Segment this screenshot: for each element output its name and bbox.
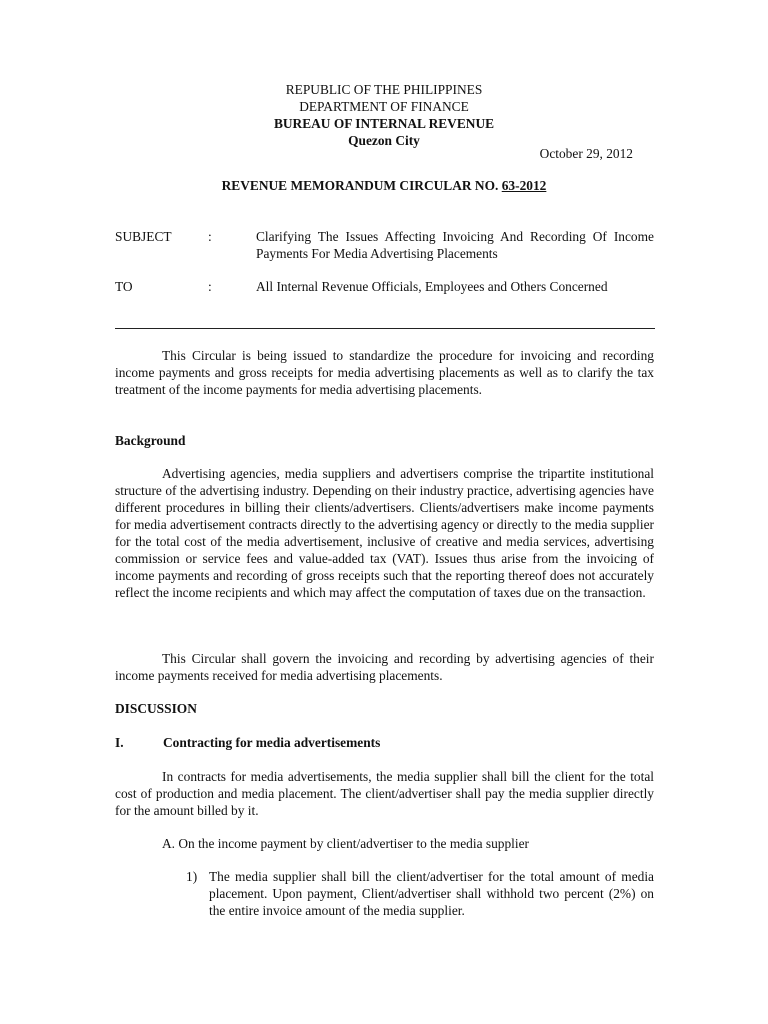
background-paragraph-1: Advertising agencies, media suppliers and advertisers comprise the tripartite institutional structure of the advertising industry. Depending on their industry practice, advertising agencies have different procedures in billing their clients/advertisers. Clients/advertisers make income payments for media advertisement contracts directly to the advertising agency or directly to the media supplier for the total cost of the media advertisement, inclusive of creative and media services, advertising commission or service fees and value-added tax (VAT). Issues thus arise from the invoicing of income payments and recording of gross receipts such that the reporting thereof does not accurately reflect the income recipients and which may affect the computation of taxes due on the transaction. [115, 466, 654, 600]
background-paragraph-2: This Circular shall govern the invoicing and recording by advertising agencies of their income payments received for media advertising placements. [115, 651, 654, 683]
section-title: Contracting for media advertisements [163, 735, 381, 750]
background-heading: Background [115, 433, 186, 448]
letterhead [0, 81, 768, 149]
list-item-number: 1) [186, 869, 198, 884]
to-text: All Internal Revenue Officials, Employees and Others Concerned [256, 279, 608, 294]
to-label: TO [115, 279, 133, 294]
memo-title-prefix: REVENUE MEMORANDUM CIRCULAR NO. [221, 178, 502, 193]
memo-number: 63-2012 [501, 178, 547, 193]
subsection-a: A. On the income payment by client/advertiser to the media supplier [162, 836, 530, 851]
subject-colon: : [208, 229, 212, 244]
section-number: I. [115, 735, 124, 750]
discussion-heading: DISCUSSION [115, 701, 197, 716]
list-item-text: The media supplier shall bill the client/advertiser for the total amount of media placement. Upon payment, Client/advertiser shall withhold two percent (2%) on the entire invoice amount of the media supplier. [209, 869, 654, 918]
subject-label: SUBJECT [115, 229, 172, 244]
document-date: October 29, 2012 [539, 146, 633, 161]
letterhead-republic: REPUBLIC OF THE PHILIPPINES [285, 82, 483, 97]
letterhead-city: Quezon City [348, 133, 420, 148]
to-colon: : [208, 279, 212, 294]
subject-text: Clarifying The Issues Affecting Invoicing And Recording Of Income Payments For Media Advertising Placements [256, 229, 654, 261]
header-divider [115, 328, 655, 329]
memo-title [0, 177, 768, 194]
letterhead-bureau: BUREAU OF INTERNAL REVENUE [273, 116, 495, 131]
intro-paragraph: This Circular is being issued to standardize the procedure for invoicing and recording income payments and gross receipts for media advertising placements as well as to clarify the tax treatment of the income payments for media advertising placements. [115, 348, 654, 397]
discussion-paragraph: In contracts for media advertisements, the media supplier shall bill the client for the total cost of production and media placement. The client/advertiser shall pay the media supplier directly for the amount billed by it. [115, 769, 654, 818]
letterhead-department: DEPARTMENT OF FINANCE [299, 99, 469, 114]
